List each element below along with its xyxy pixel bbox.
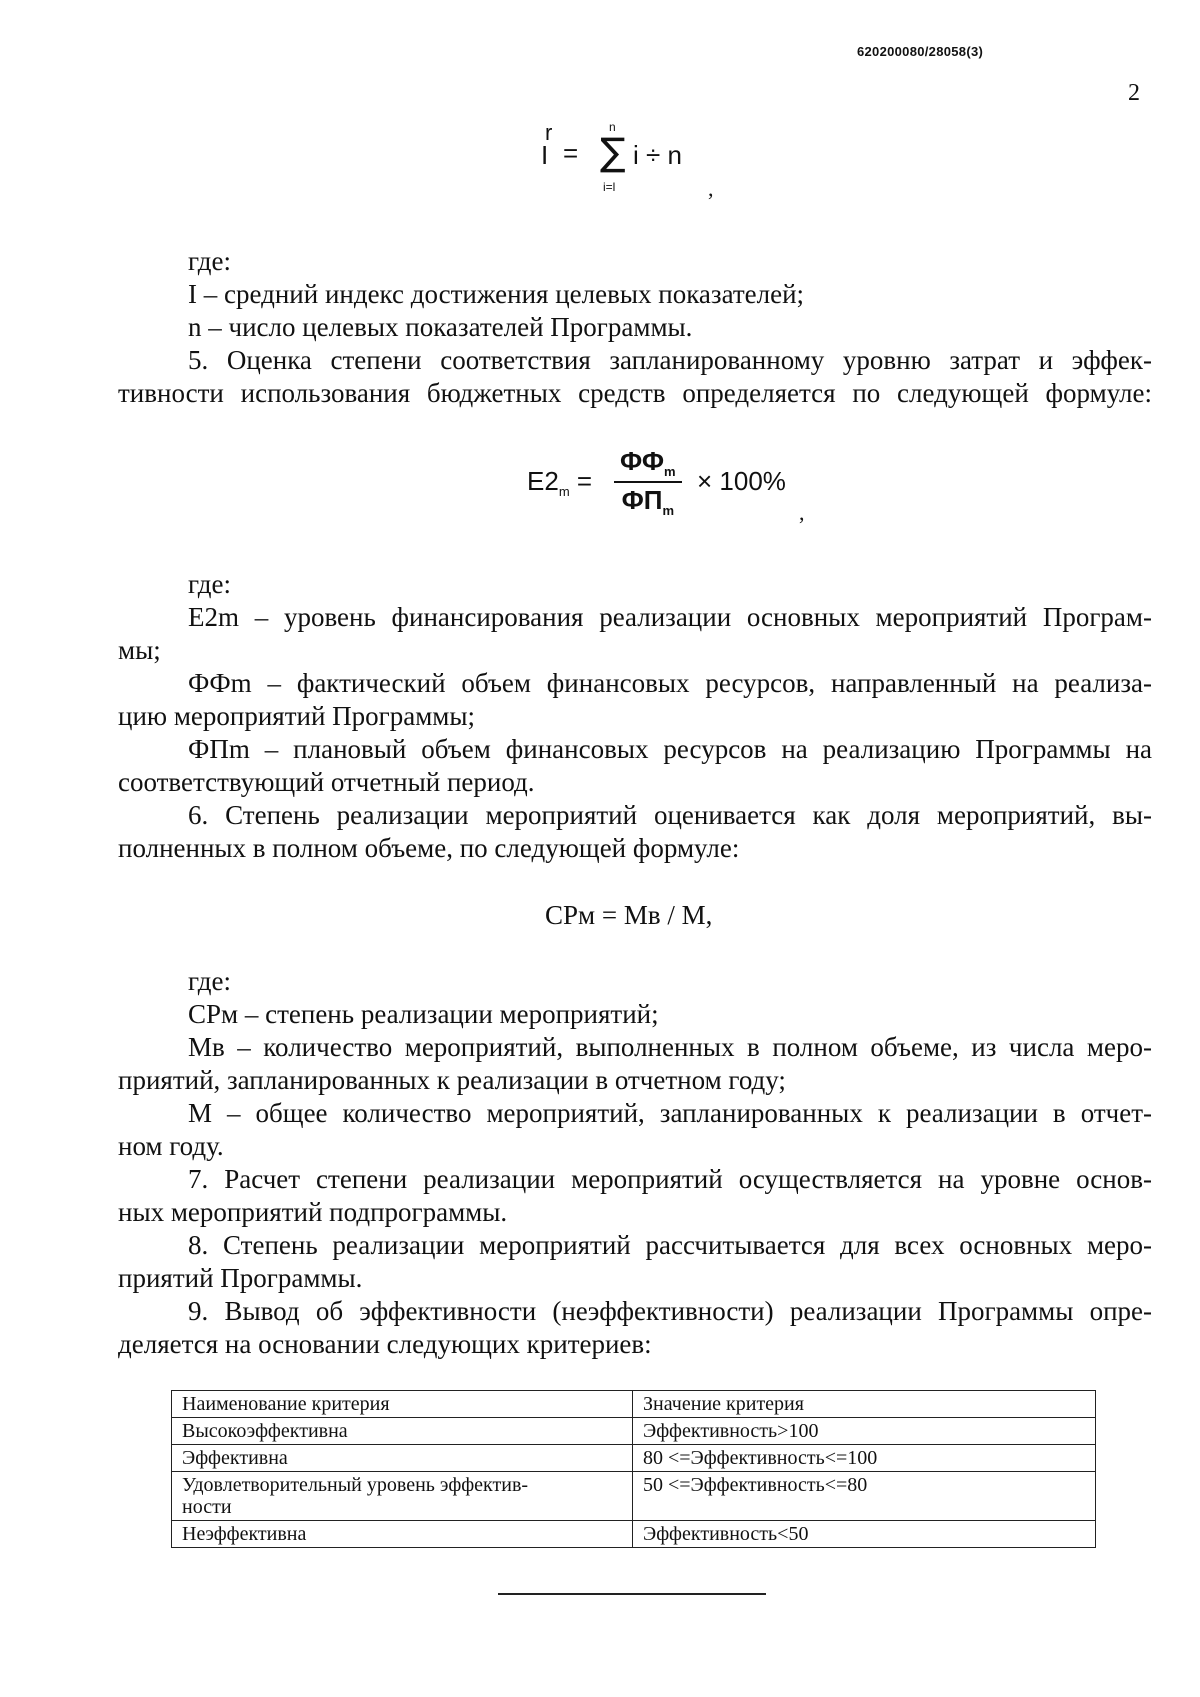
paragraph-line: ФФm – фактический объем финансовых ресурсов, направленный на реализа- (188, 668, 1152, 698)
paragraph-line: n – число целевых показателей Программы. (188, 312, 693, 342)
table-cell: Удовлетворительный уровень эффектив- ности (172, 1472, 633, 1521)
table-header-row (172, 1391, 1096, 1418)
paragraph-line: СРм – степень реализации мероприятий; (188, 999, 659, 1029)
table-row (172, 1418, 1096, 1445)
formula-financing-level (527, 442, 827, 542)
table-cell: Высокоэффективна (172, 1418, 633, 1445)
paragraph-line: ФПm – плановый объем финансовых ресурсов на реализацию Программы на (188, 734, 1152, 764)
sum-lower-limit: i=l (603, 180, 616, 194)
table-cell: Эффективна (172, 1445, 633, 1472)
paragraph-line: мы; (118, 635, 161, 665)
paragraph-line: деляется на основании следующих критериев: (118, 1329, 652, 1359)
sum-upper-limit: n (609, 120, 616, 134)
paragraph-line: 8. Степень реализации мероприятий рассчитывается для всех основных меро- (188, 1230, 1152, 1260)
formula-lhs: $E2_m$ = (527, 466, 593, 499)
paragraph-line: 5. Оценка степени соответствия запланированному уровню затрат и эффек- (188, 345, 1152, 375)
table-cell: 50 <=Эффективность<=80 (633, 1472, 1096, 1521)
formula-average-index (541, 120, 741, 200)
formula-completion-rate: СРм = Мв / М, (545, 900, 713, 930)
sum-sign: ∑ (600, 130, 626, 174)
paragraph-line: I – средний индекс достижения целевых показателей; (188, 279, 805, 309)
table-row (172, 1521, 1096, 1548)
page-number: 2 (1128, 80, 1140, 106)
footer-rule (498, 1593, 766, 1595)
fraction-denominator: $ФП_m$ (621, 485, 675, 518)
formula-lhs: I (541, 140, 549, 170)
formula-fraction (614, 446, 682, 518)
table-cell: 80 <=Эффективность<=100 (633, 1445, 1096, 1472)
formula-comma: , (708, 176, 714, 201)
document-code: 620200080/28058(3) (857, 44, 984, 59)
paragraph-line: приятий Программы. (118, 1263, 363, 1293)
paragraph-line: E2m – уровень финансирования реализации основных мероприятий Програм- (188, 602, 1152, 632)
paragraph-line: соответствующий отчетный период. (118, 767, 535, 797)
table-cell: Неэффективна (172, 1521, 633, 1548)
paragraph-line: 6. Степень реализации мероприятий оценивается как доля мероприятий, вы- (188, 800, 1152, 830)
table-row (172, 1472, 1096, 1521)
table-header-cell: Наименование критерия (172, 1391, 633, 1418)
fraction-numerator: $ФФ_m$ (614, 446, 682, 483)
paragraph-line: ном году. (118, 1131, 224, 1161)
paragraph-line: тивности использования бюджетных средств определяется по следующей формуле: (118, 378, 1152, 408)
formula-comma: , (799, 500, 805, 525)
paragraph-line: Мв – количество мероприятий, выполненных в полном объеме, из числа меро- (188, 1032, 1152, 1062)
formula-multiplier: × 100% (697, 466, 786, 496)
paragraph-line: ных мероприятий подпрограммы. (118, 1197, 508, 1227)
formula-equals: = (563, 138, 579, 168)
text-block-1 (118, 245, 1152, 410)
text-block-3 (118, 965, 1152, 1361)
paragraph-line: 7. Расчет степени реализации мероприятий осуществляется на уровне основ- (188, 1164, 1152, 1194)
paragraph-line: где: (188, 246, 231, 276)
table-row (172, 1445, 1096, 1472)
table-header-cell: Значение критерия (633, 1391, 1096, 1418)
paragraph-line: М – общее количество мероприятий, запланированных к реализации в отчет- (188, 1098, 1152, 1128)
text-block-2 (118, 568, 1152, 865)
paragraph-line: 9. Вывод об эффективности (неэффективности) реализации Программы опре- (188, 1296, 1152, 1326)
criteria-table (171, 1390, 1096, 1548)
table-cell: Эффективность<50 (633, 1521, 1096, 1548)
paragraph-line: полненных в полном объеме, по следующей формуле: (118, 833, 740, 863)
paragraph-line: цию мероприятий Программы; (118, 701, 476, 731)
formula-body: i ÷ n (633, 140, 682, 170)
paragraph-line: где: (188, 569, 231, 599)
formula-r-mark: r (545, 120, 553, 145)
paragraph-line: приятий, запланированных к реализации в отчетном году; (118, 1065, 786, 1095)
table-cell: Эффективность>100 (633, 1418, 1096, 1445)
paragraph-line: где: (188, 966, 231, 996)
